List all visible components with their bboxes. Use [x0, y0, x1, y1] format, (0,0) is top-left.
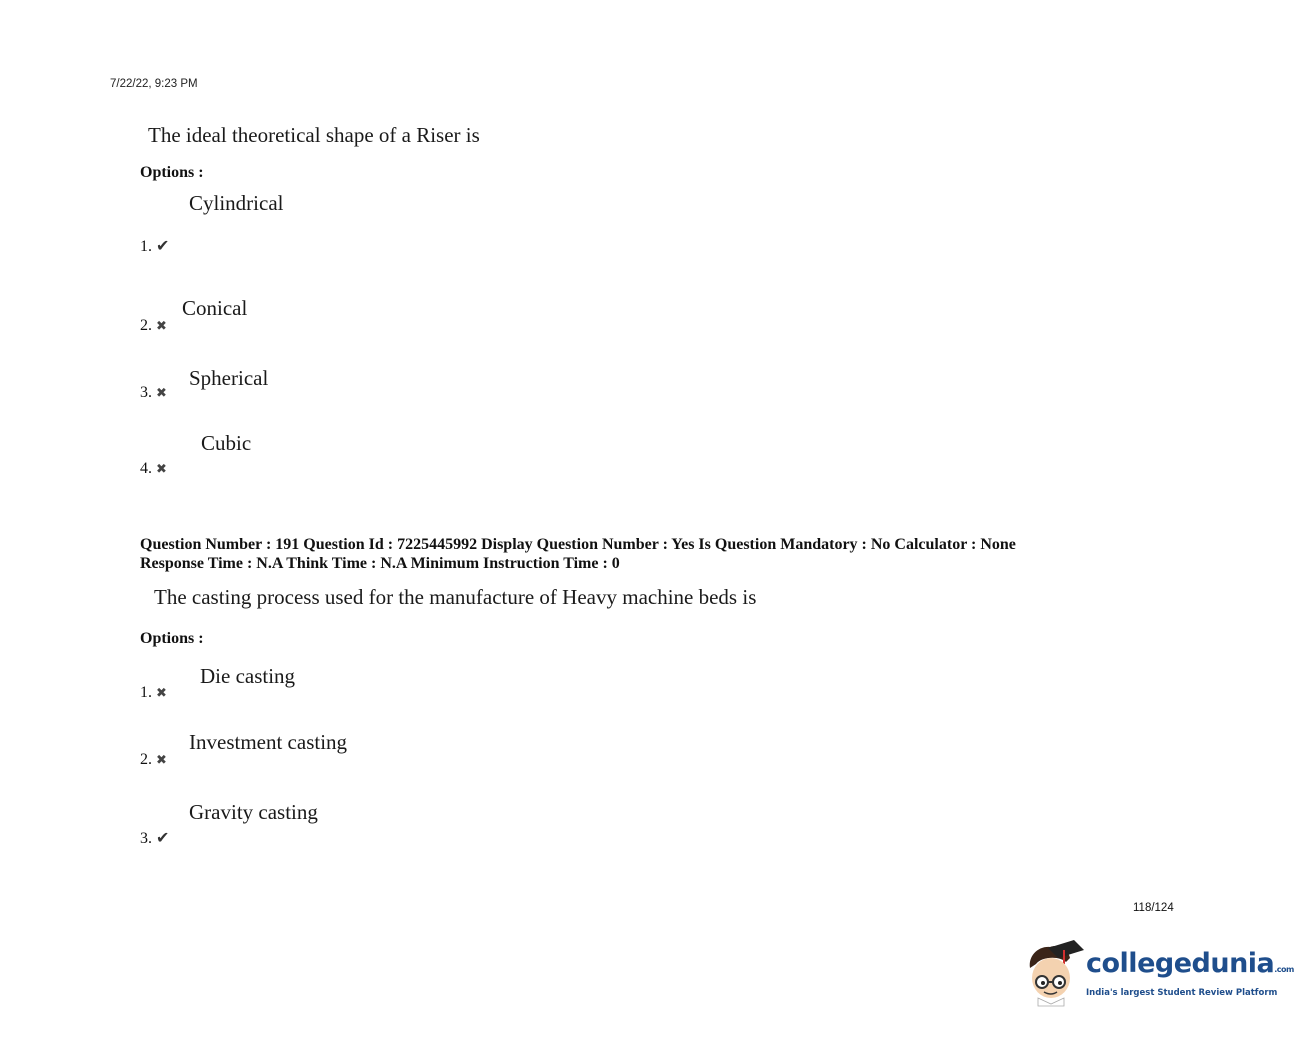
cross-icon: ✖ [156, 685, 167, 700]
brand-name [1086, 948, 1294, 979]
collegedunia-logo [1024, 938, 1294, 1010]
option-label: Conical [182, 296, 248, 320]
question-text: The ideal theoretical shape of a Riser is [148, 123, 480, 147]
page-number: 118/124 [1133, 902, 1174, 914]
question-meta-line-2: Response Time : N.A Think Time : N.A Minimum Instruction Time : 0 [140, 555, 620, 572]
option-number-text: 2. [140, 751, 152, 768]
option-label: Spherical [189, 366, 269, 390]
cross-icon: ✖ [156, 385, 167, 400]
print-timestamp: 7/22/22, 9:23 PM [110, 78, 198, 90]
check-icon: ✔ [156, 830, 170, 847]
check-icon: ✔ [156, 238, 170, 255]
brand-text: collegedunia [1086, 948, 1275, 979]
option-number [140, 384, 167, 402]
option-number [140, 751, 167, 769]
brand-suffix: .com [1274, 965, 1294, 974]
option-number-text: 3. [140, 830, 152, 847]
option-number [140, 236, 169, 256]
cross-icon: ✖ [156, 461, 167, 476]
option-label: Cubic [201, 431, 252, 455]
question-text: The casting process used for the manufacture of Heavy machine beds is [154, 585, 757, 609]
option-number-text: 3. [140, 384, 152, 401]
option-number-text: 1. [140, 238, 152, 255]
option-label: Investment casting [189, 730, 348, 754]
cross-icon: ✖ [156, 318, 167, 333]
option-number-text: 1. [140, 684, 152, 701]
option-label: Gravity casting [189, 800, 318, 824]
mascot-icon [1024, 938, 1084, 1010]
option-number [140, 460, 167, 478]
option-label: Cylindrical [189, 191, 284, 215]
cross-icon: ✖ [156, 752, 167, 767]
options-label: Options : [140, 630, 204, 647]
option-number [140, 828, 169, 848]
option-number [140, 317, 167, 335]
question-meta-line-1: Question Number : 191 Question Id : 7225445992 Display Question Number : Yes Is Question Mandatory : No Calculator : None [140, 536, 1016, 553]
option-number [140, 684, 167, 702]
option-label: Die casting [200, 664, 296, 688]
brand-tagline: India's largest Student Review Platform [1086, 988, 1278, 998]
options-label: Options : [140, 164, 204, 181]
option-number-text: 4. [140, 460, 152, 477]
option-number-text: 2. [140, 317, 152, 334]
